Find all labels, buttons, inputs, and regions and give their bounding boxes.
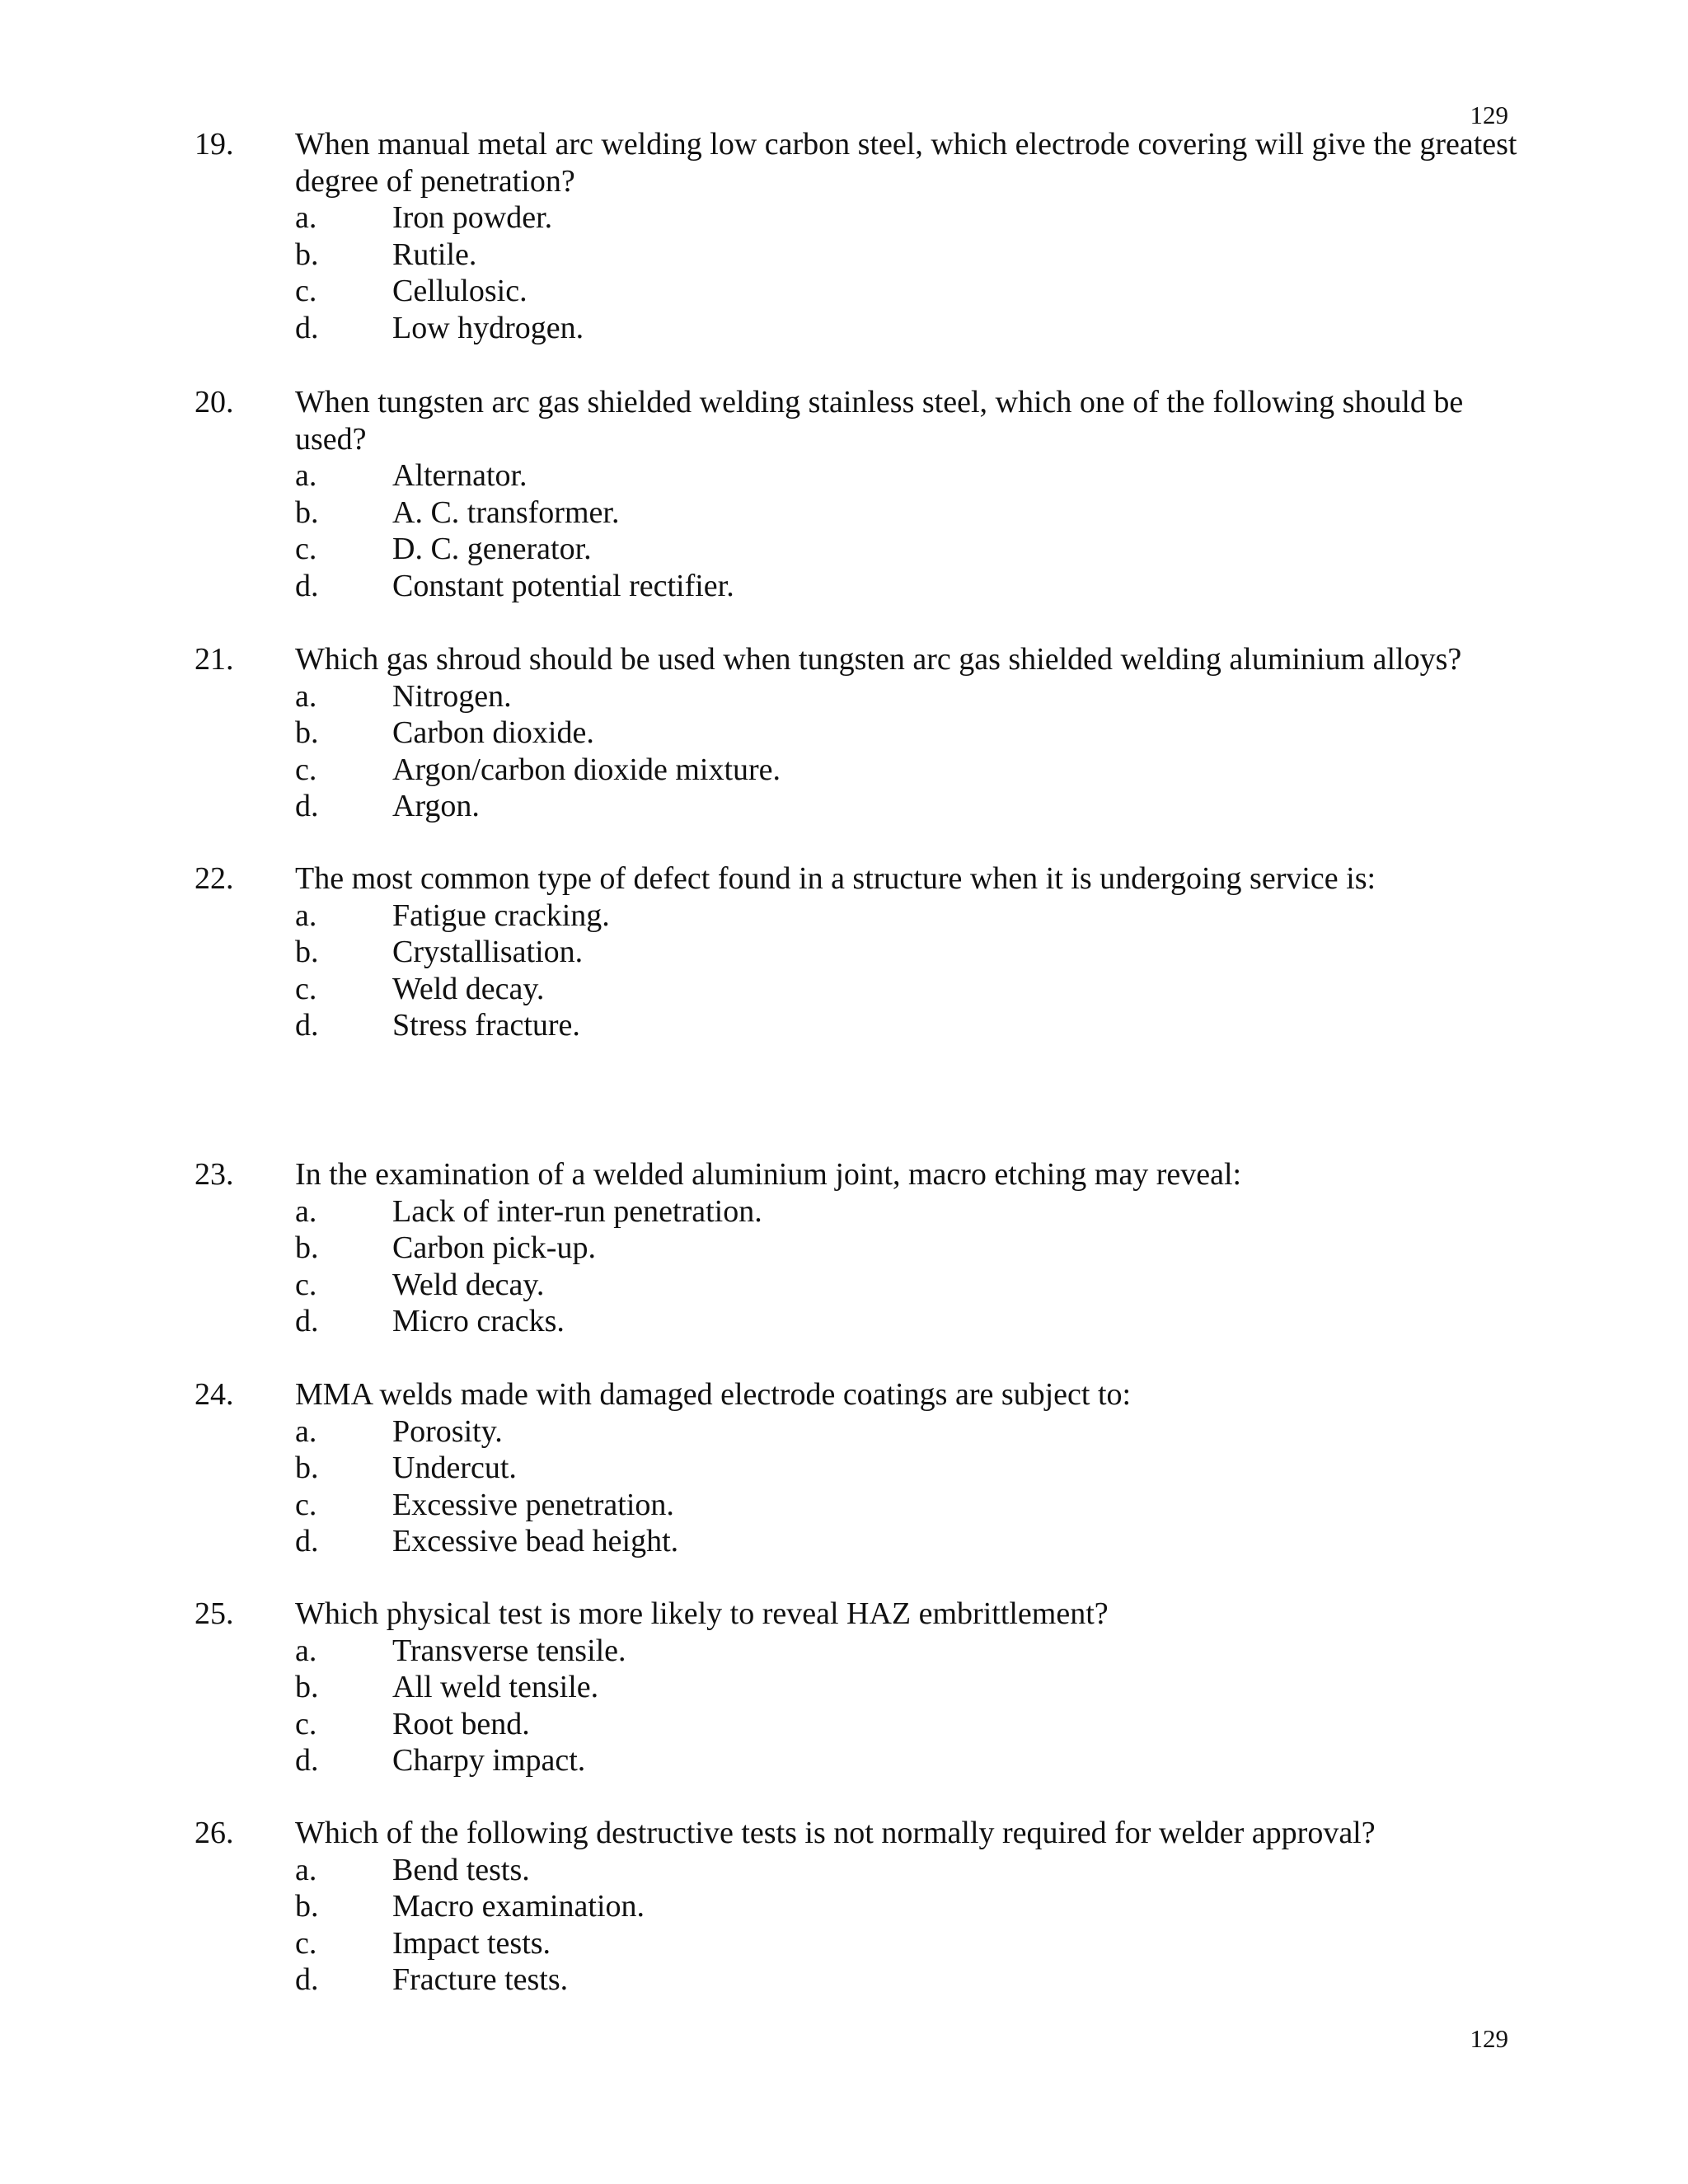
question-number: 22. [195, 861, 234, 896]
answer-option [195, 971, 1522, 1008]
option-letter: a. [295, 200, 317, 235]
option-text: D. C. generator. [392, 532, 592, 566]
question-stem [195, 860, 1522, 898]
question-text: Which physical test is more likely to reveal HAZ embrittlement? [295, 1596, 1109, 1631]
option-letter: a. [295, 678, 317, 714]
question-stem [195, 1596, 1522, 1633]
question-number: 23. [195, 1157, 234, 1192]
option-text: Micro cracks. [392, 1304, 565, 1338]
answer-option [195, 1925, 1522, 1962]
option-text: Argon/carbon dioxide mixture. [392, 752, 781, 787]
option-text: Carbon pick-up. [392, 1230, 596, 1265]
answer-option [195, 494, 1522, 532]
option-letter: b. [295, 237, 319, 272]
option-letter: c. [295, 1487, 317, 1522]
question-number: 26. [195, 1816, 234, 1850]
answer-option [195, 457, 1522, 494]
page-number-top: 129 [1470, 101, 1508, 129]
answer-option [195, 1523, 1522, 1560]
question-number: 21. [195, 642, 234, 677]
option-text: Low hydrogen. [392, 310, 584, 345]
question-stem [195, 1376, 1522, 1413]
answer-option [195, 199, 1522, 237]
question-stem [195, 1156, 1522, 1193]
option-text: Weld decay. [392, 1267, 545, 1302]
option-letter: c. [295, 1925, 317, 1961]
question-text: In the examination of a welded aluminium joint, macro etching may reveal: [295, 1157, 1242, 1192]
option-letter: c. [295, 752, 317, 787]
answer-option [195, 531, 1522, 568]
question-22 [195, 860, 1522, 1044]
option-text: Iron powder. [392, 200, 553, 235]
option-text: Bend tests. [392, 1852, 530, 1887]
answer-option [195, 1303, 1522, 1340]
question-number: 25. [195, 1596, 234, 1631]
option-text: Excessive bead height. [392, 1524, 679, 1558]
option-letter: a. [295, 458, 317, 493]
question-21 [195, 641, 1522, 825]
option-letter: c. [295, 1706, 317, 1741]
option-text: Nitrogen. [392, 678, 512, 714]
question-24 [195, 1376, 1522, 1560]
answer-option [195, 273, 1522, 310]
question-text: When tungsten arc gas shielded welding stainless steel, which one of the following should be used? [295, 385, 1464, 457]
question-text: Which of the following destructive tests is not normally required for welder approval? [295, 1816, 1376, 1850]
option-text: Cellulosic. [392, 274, 528, 308]
answer-option [195, 1007, 1522, 1044]
option-letter: d. [295, 568, 319, 603]
option-letter: d. [295, 1962, 319, 1997]
answer-option [195, 1742, 1522, 1779]
answer-option [195, 1450, 1522, 1487]
answer-option [195, 1961, 1522, 1999]
option-letter: c. [295, 532, 317, 566]
answer-option [195, 934, 1522, 971]
option-text: Impact tests. [392, 1925, 551, 1961]
answer-option [195, 1487, 1522, 1524]
answer-option [195, 1852, 1522, 1889]
option-letter: b. [295, 1889, 319, 1924]
answer-option [195, 568, 1522, 605]
option-text: Rutile. [392, 237, 477, 272]
question-number: 19. [195, 127, 234, 162]
option-letter: a. [295, 1633, 317, 1668]
option-letter: a. [295, 1852, 317, 1887]
option-letter: a. [295, 1193, 317, 1229]
option-letter: b. [295, 715, 319, 750]
option-letter: b. [295, 1451, 319, 1485]
question-stem [195, 641, 1522, 678]
answer-option [195, 1888, 1522, 1925]
option-text: Root bend. [392, 1706, 530, 1741]
question-26 [195, 1815, 1522, 1999]
option-letter: a. [295, 898, 317, 933]
answer-option [195, 1230, 1522, 1267]
option-text: Constant potential rectifier. [392, 568, 734, 603]
option-letter: c. [295, 1267, 317, 1302]
option-text: Porosity. [392, 1413, 503, 1449]
question-number: 24. [195, 1377, 234, 1412]
question-text: The most common type of defect found in a structure when it is undergoing service is: [295, 861, 1376, 896]
option-text: Crystallisation. [392, 935, 584, 969]
option-text: Undercut. [392, 1451, 517, 1485]
option-text: All weld tensile. [392, 1670, 599, 1704]
option-letter: b. [295, 935, 319, 969]
option-letter: d. [295, 310, 319, 345]
answer-option [195, 715, 1522, 752]
option-text: Transverse tensile. [392, 1633, 626, 1668]
option-text: Fracture tests. [392, 1962, 569, 1997]
question-stem [195, 1815, 1522, 1852]
question-text: MMA welds made with damaged electrode coatings are subject to: [295, 1377, 1132, 1412]
question-25 [195, 1596, 1522, 1779]
answer-option [195, 1193, 1522, 1230]
option-text: A. C. transformer. [392, 494, 620, 530]
option-text: Excessive penetration. [392, 1487, 674, 1522]
answer-option [195, 310, 1522, 347]
option-text: Alternator. [392, 458, 528, 493]
option-text: Fatigue cracking. [392, 898, 610, 933]
question-stem [195, 126, 1522, 199]
option-text: Macro examination. [392, 1889, 645, 1924]
option-text: Charpy impact. [392, 1743, 586, 1778]
option-letter: b. [295, 1230, 319, 1265]
option-letter: c. [295, 971, 317, 1006]
option-letter: d. [295, 1743, 319, 1778]
answer-option [195, 237, 1522, 274]
answer-option [195, 1669, 1522, 1706]
question-stem [195, 384, 1522, 457]
option-letter: b. [295, 1670, 319, 1704]
question-text: Which gas shroud should be used when tungsten arc gas shielded welding aluminium alloys? [295, 642, 1462, 677]
option-letter: b. [295, 494, 319, 530]
answer-option [195, 1267, 1522, 1304]
option-letter: d. [295, 789, 319, 823]
option-letter: d. [295, 1304, 319, 1338]
answer-option [195, 1413, 1522, 1451]
answer-option [195, 752, 1522, 789]
answer-option [195, 1706, 1522, 1743]
answer-option [195, 1633, 1522, 1670]
option-text: Stress fracture. [392, 1008, 580, 1043]
option-text: Argon. [392, 789, 480, 823]
option-letter: c. [295, 274, 317, 308]
option-letter: a. [295, 1413, 317, 1449]
option-letter: d. [295, 1008, 319, 1043]
option-text: Weld decay. [392, 971, 545, 1006]
question-number: 20. [195, 385, 234, 419]
question-text: When manual metal arc welding low carbon steel, which electrode covering will give the greatest degree of penetration? [295, 127, 1517, 199]
question-23 [195, 1156, 1522, 1340]
option-text: Lack of inter-run penetration. [392, 1193, 762, 1229]
answer-option [195, 788, 1522, 825]
answer-option [195, 678, 1522, 715]
option-text: Carbon dioxide. [392, 715, 594, 750]
question-19 [195, 126, 1522, 346]
option-letter: d. [295, 1524, 319, 1558]
page-number-bottom: 129 [1470, 2024, 1508, 2053]
question-20 [195, 384, 1522, 604]
answer-option [195, 898, 1522, 935]
